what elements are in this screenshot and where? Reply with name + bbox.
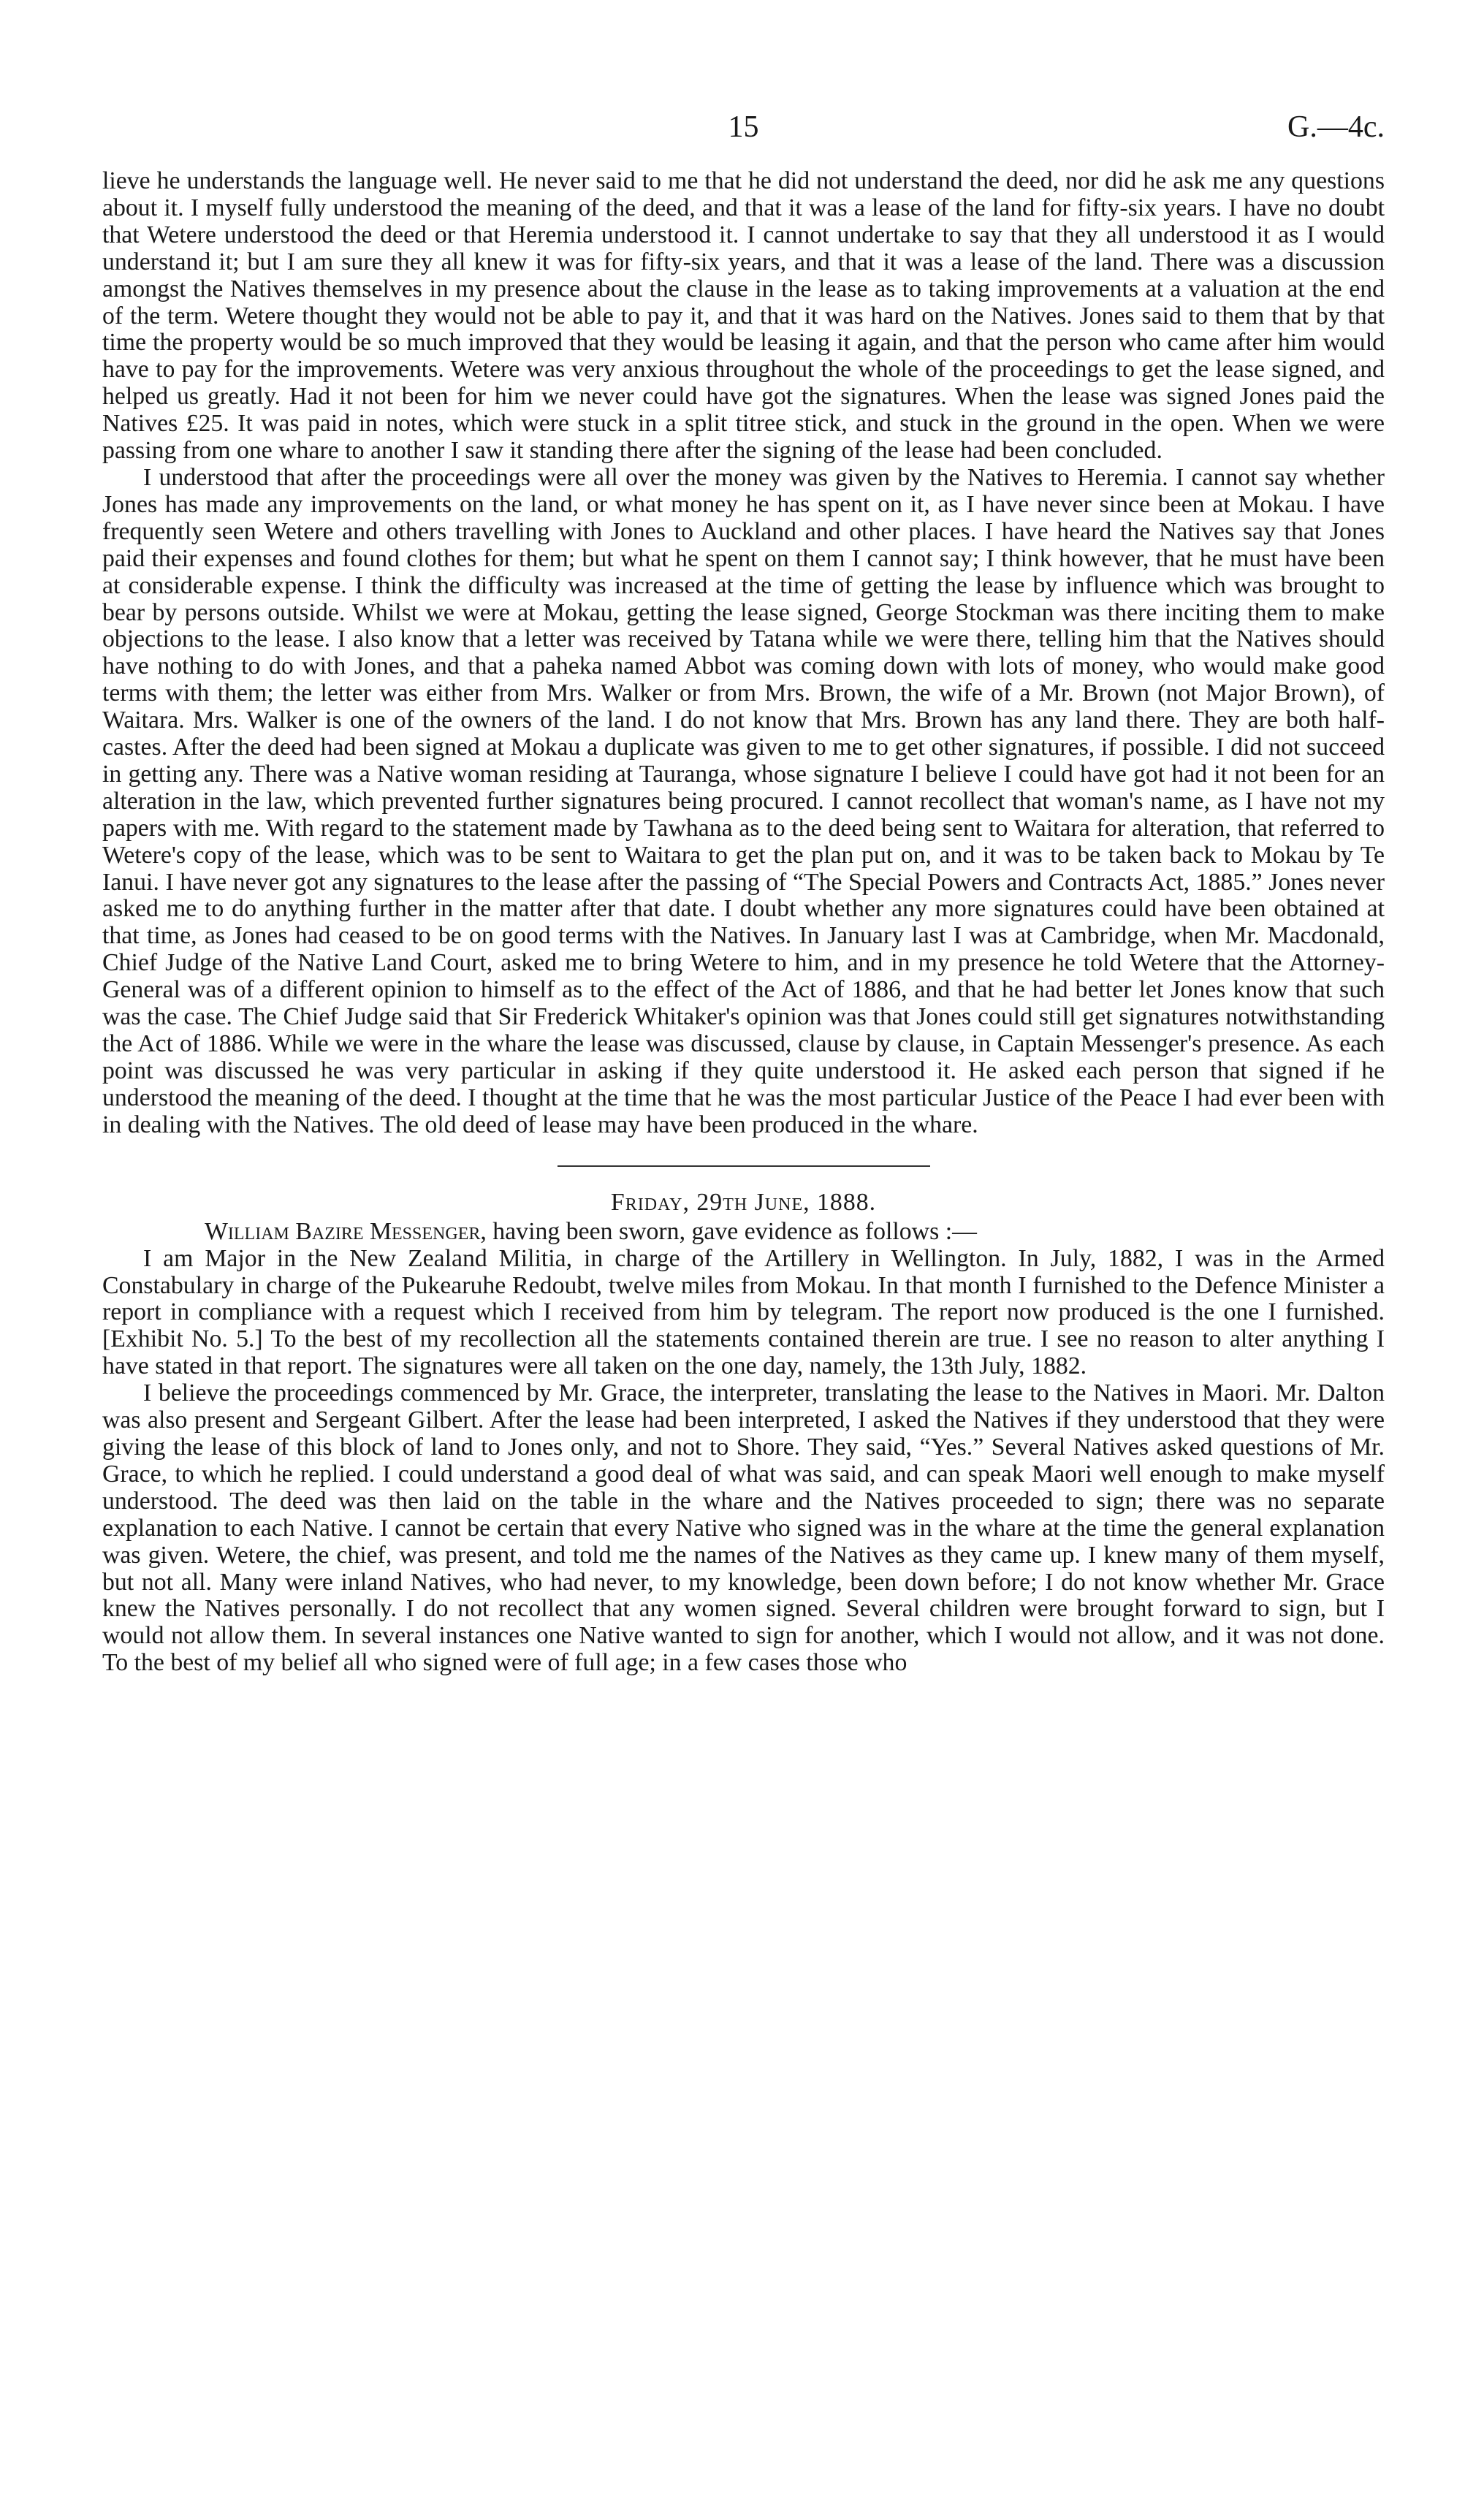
page-number: 15 <box>728 110 759 144</box>
document-page <box>102 0 1385 1677</box>
page-header <box>102 0 1385 168</box>
evidence-section-messenger <box>102 1189 1385 1678</box>
witness-name: William Bazire Messenger <box>205 1217 481 1245</box>
document-reference: G.—4c. <box>1287 110 1385 144</box>
witness-line <box>205 1218 1385 1246</box>
paragraph: I understood that after the proceedings were all over the money was given by the Natives to Heremia. I cannot say whether Jones has made any improvements on the land, or what money he has spent on it, as I have never since been at Mokau. I have frequently seen Wetere and others travelling with Jones to Auckland and other places. I have heard the Natives say that Jones paid their expenses and found clothes for them; but what he spent on them I cannot say; I think however, that he must have been at considerable expense. I think the difficulty was increased at the time of getting the lease by influence which was brought to bear by persons outside. Whilst we were at Mokau, getting the lease signed, George Stockman was there inciting them to make objections to the lease. I also know that a letter was received by Tatana while we were there, telling him that the Natives should have nothing to do with Jones, and that a paheka named Abbot was coming down with lots of money, who would make good terms with them; the letter was either from Mrs. Walker or from Mrs. Brown, the wife of a Mr. Brown (not Major Brown), of Waitara. Mrs. Walker is one of the owners of the land. I do not know that Mrs. Brown has any land there. They are both half-castes. After the deed had been signed at Mokau a duplicate was given to me to get other signatures, if possible. I did not succeed in getting any. There was a Native woman residing at Tauranga, whose signature I believe I could have got had it not been for an alteration in the law, which prevented further signatures being procured. I cannot recollect that woman's name, as I have not my papers with me. With regard to the statement made by Tawhana as to the deed being sent to Waitara for alteration, that referred to Wetere's copy of the lease, which was to be sent to Waitara to get the plan put on, and it was to be taken back to Mokau by Te Ianui. I have never got any signatures to the lease after the passing of “The Special Powers and Contracts Act, 1885.” Jones never asked me to do anything further in the matter after that date. I doubt whether any more signatures could have been obtained at that time, as Jones had ceased to be on good terms with the Natives. In January last I was at Cambridge, when Mr. Macdonald, Chief Judge of the Native Land Court, asked me to bring Wetere to him, and in my presence he told Wetere that the Attorney-General was of a different opinion to himself as to the effect of the Act of 1886, and that he had better let Jones know that such was the case. The Chief Judge said that Sir Frederick Whitaker's opinion was that Jones could still get signatures notwithstanding the Act of 1886. While we were in the whare the lease was discussed, clause by clause, in Captain Messenger's presence. As each point was discussed he was very particular in asking if they quite understood it. He asked each person that signed if he understood the meaning of the deed. I thought at the time that he was the most particular Justice of the Peace I had ever been with in dealing with the Natives. The old deed of lease may have been produced in the whare. <box>102 463 1385 1138</box>
section-divider <box>558 1165 930 1167</box>
paragraph: I believe the proceedings commenced by Mr. Grace, the interpreter, translating the lease to the Natives in Maori. Mr. Dalton was also present and Sergeant Gilbert. After the lease had been interpreted, I asked the Natives if they understood that they were giving the lease of this block of land to Jones only, and not to Shore. They said, “Yes.” Several Natives asked questions of Mr. Grace, to which he replied. I could understand a good deal of what was said, and can speak Maori well enough to make myself understood. The deed was then laid on the table in the whare and the Natives proceeded to sign; there was no separate explanation to each Native. I cannot be certain that every Native who signed was in the whare at the time the general explanation was given. Wetere, the chief, was present, and told me the names of the Natives as they came up. I knew many of them myself, but not all. Many were inland Natives, who had never, to my knowledge, been down before; I do not know whether Mr. Grace knew the Natives personally. I do not recollect that any women signed. Several children were brought forward to sign, but I would not allow them. In several instances one Native wanted to sign for another, which I would not allow, and it was not done. To the best of my belief all who signed were of full age; in a few cases those who <box>102 1379 1385 1677</box>
date-heading: Friday, 29th June, 1888. <box>610 1188 877 1216</box>
paragraph-continued: lieve he understands the language well. He never said to me that he did not understand the deed, nor did he ask me any questions about it. I myself fully understood the meaning of the deed, and that it was a lease of the land for fifty-six years. I have no doubt that Wetere understood the deed or that Heremia understood it. I cannot undertake to say that they all understood it as I would understand it; but I am sure they all knew it was for fifty-six years, and that it was a lease of the land. There was a discussion amongst the Natives themselves in my presence about the clause in the lease as to taking improvements at a valuation at the end of the term. Wetere thought they would not be able to pay it, and that it was hard on the Natives. Jones said to them that by that time the property would be so much improved that they would be leasing it again, and that the person who came after him would have to pay for the improvements. Wetere was very anxious throughout the whole of the proceedings to get the lease signed, and helped us greatly. Had it not been for him we never could have got the signatures. When the lease was signed Jones paid the Natives £25. It was paid in notes, which were stuck in a split titree stick, and stuck in the ground in the open. When we were passing from one whare to another I saw it standing there after the signing of the lease had been concluded. <box>102 167 1385 465</box>
witness-intro: , having been sworn, gave evidence as follows :— <box>480 1217 977 1245</box>
paragraph: I am Major in the New Zealand Militia, in charge of the Artillery in Wellington. In July, 1882, I was in the Armed Constabulary in charge of the Pukearuhe Redoubt, twelve miles from Mokau. In that month I furnished to the Defence Minister a report in compliance with a request which I received from him by telegram. The report now produced is the one I furnished. [Exhibit No. 5.] To the best of my recollection all the statements contained therein are true. I see no reason to alter anything I have stated in that report. The signatures were all taken on the one day, namely, the 13th July, 1882. <box>102 1244 1385 1380</box>
evidence-section-continued <box>102 168 1385 1139</box>
